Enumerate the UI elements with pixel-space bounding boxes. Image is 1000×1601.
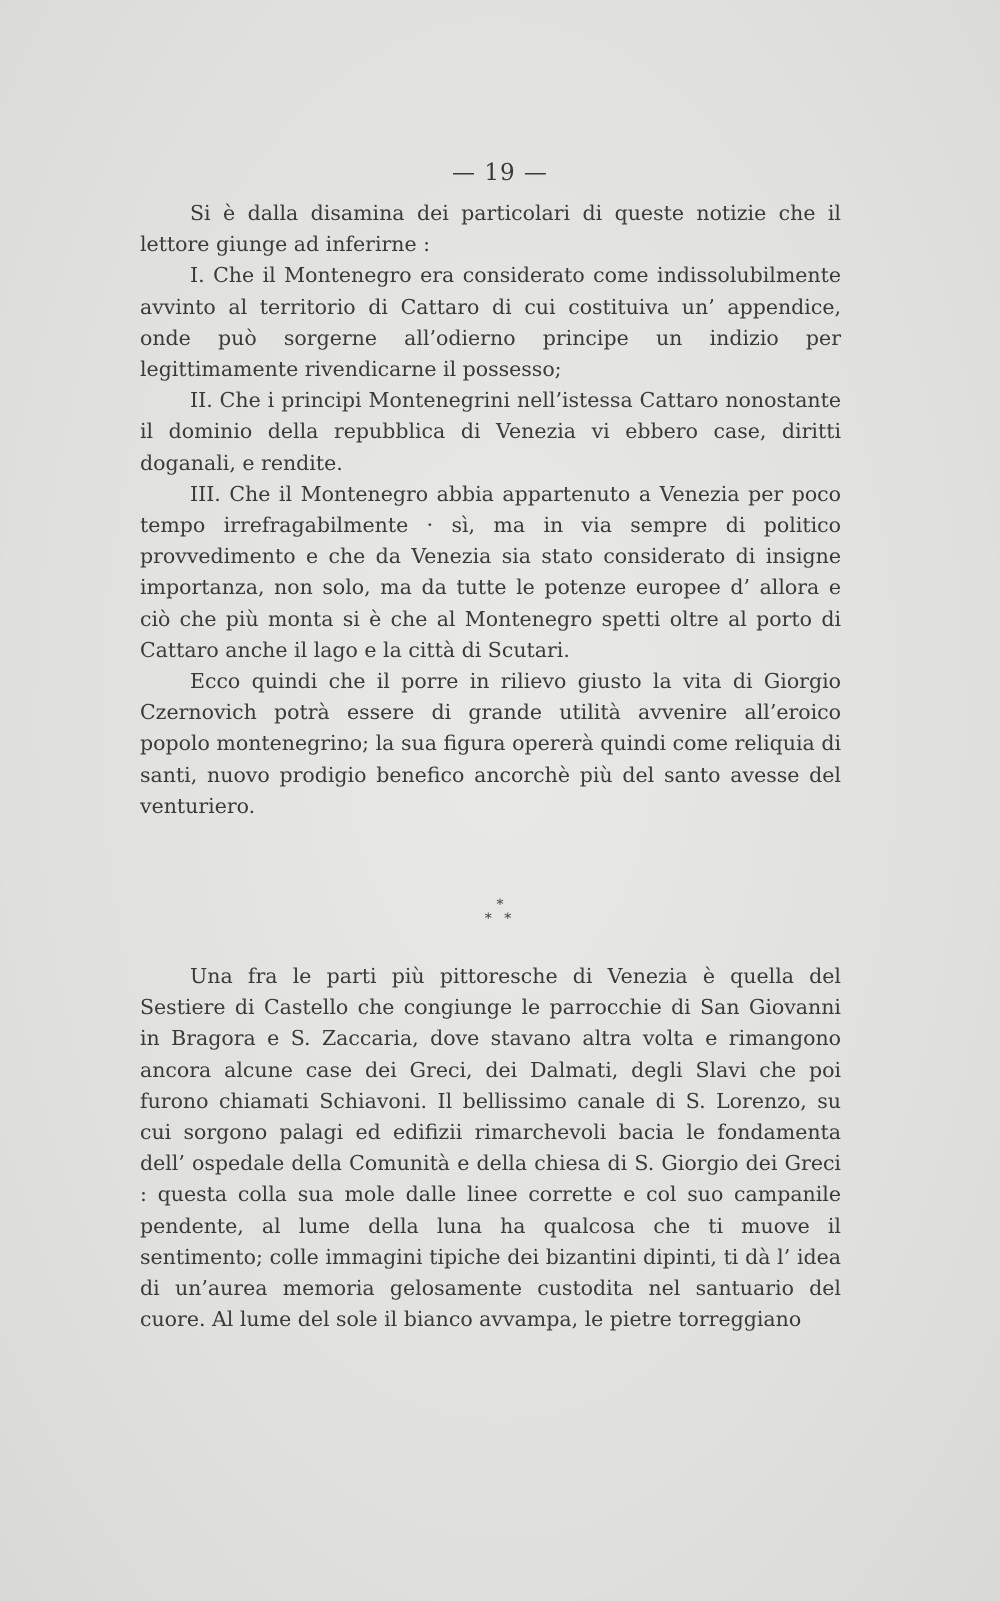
paragraph-closing: Ecco quindi che il porre in rilievo giusto la vita di Giorgio Czernovich potrà essere di grande utilità avvenire all’eroico popolo montenegrino; la sua figura opererà quindi come reliquia di santi, nuovo prodigio benefico ancorchè più del santo avesse del venturiero.	[140, 669, 841, 818]
asterism-bottom: * *	[484, 911, 516, 927]
text-block-conclusions	[140, 198, 841, 822]
asterism-top: *	[496, 897, 504, 913]
paragraph-point-3: III. Che il Montenegro abbia appartenuto a Venezia per poco tempo irrefragabilmente · sì, ma in via sempre di politico provvedimento e che da Venezia sia stato considerato di insigne importanza, non solo, ma da tutte le potenze europee d’ allora e ciò che più monta si è che al Montenegro spetti oltre al porto di Cattaro anche il lago e la città di Scutari.	[140, 481, 841, 662]
section-separator	[0, 898, 1000, 926]
paragraph-point-2: II. Che i principi Montenegrini nell’istessa Cattaro nonostante il dominio della repubblica di Venezia vi ebbero case, diritti doganali, e rendite.	[140, 388, 841, 475]
paragraph-point-1: I. Che il Montenegro era considerato come indissolubilmente avvinto al territorio di Cattaro di cui costituiva un’ appendice, onde può sorgerne all’odierno principe un indizio per legittimamente rivendicarne il possesso;	[140, 263, 841, 382]
page-number: — 19 —	[452, 160, 548, 186]
paragraph-venice: Una fra le parti più pittoresche di Venezia è quella del Sestiere di Castello che congiunge le parrocchie di San Giovanni in Bragora e S. Zaccaria, dove stavano altra volta e rimangono ancora alcune case dei Greci, dei Dalmati, degli Slavi che poi furono chiamati Schiavoni. Il bellissimo canale di S. Lorenzo, su cui sorgono palagi ed edifizii rimarchevoli bacia le fondamenta dell’ ospedale della Comunità e della chiesa di S. Giorgio dei Greci : questa colla sua mole dalle linee corrette e col suo campanile pendente, al lume della luna ha qualcosa che ti muove il sentimento; colle immagini tipiche dei bizantini dipinti, ti dà l’ idea di un’aurea memoria gelosamente custodita nel santuario del cuore. Al lume del sole il bianco avvampa, le pietre torreggiano	[140, 964, 841, 1332]
text-block-venice	[140, 961, 841, 1335]
paragraph-intro: Si è dalla disamina dei particolari di queste notizie che il lettore giunge ad inferirne :	[140, 201, 841, 257]
